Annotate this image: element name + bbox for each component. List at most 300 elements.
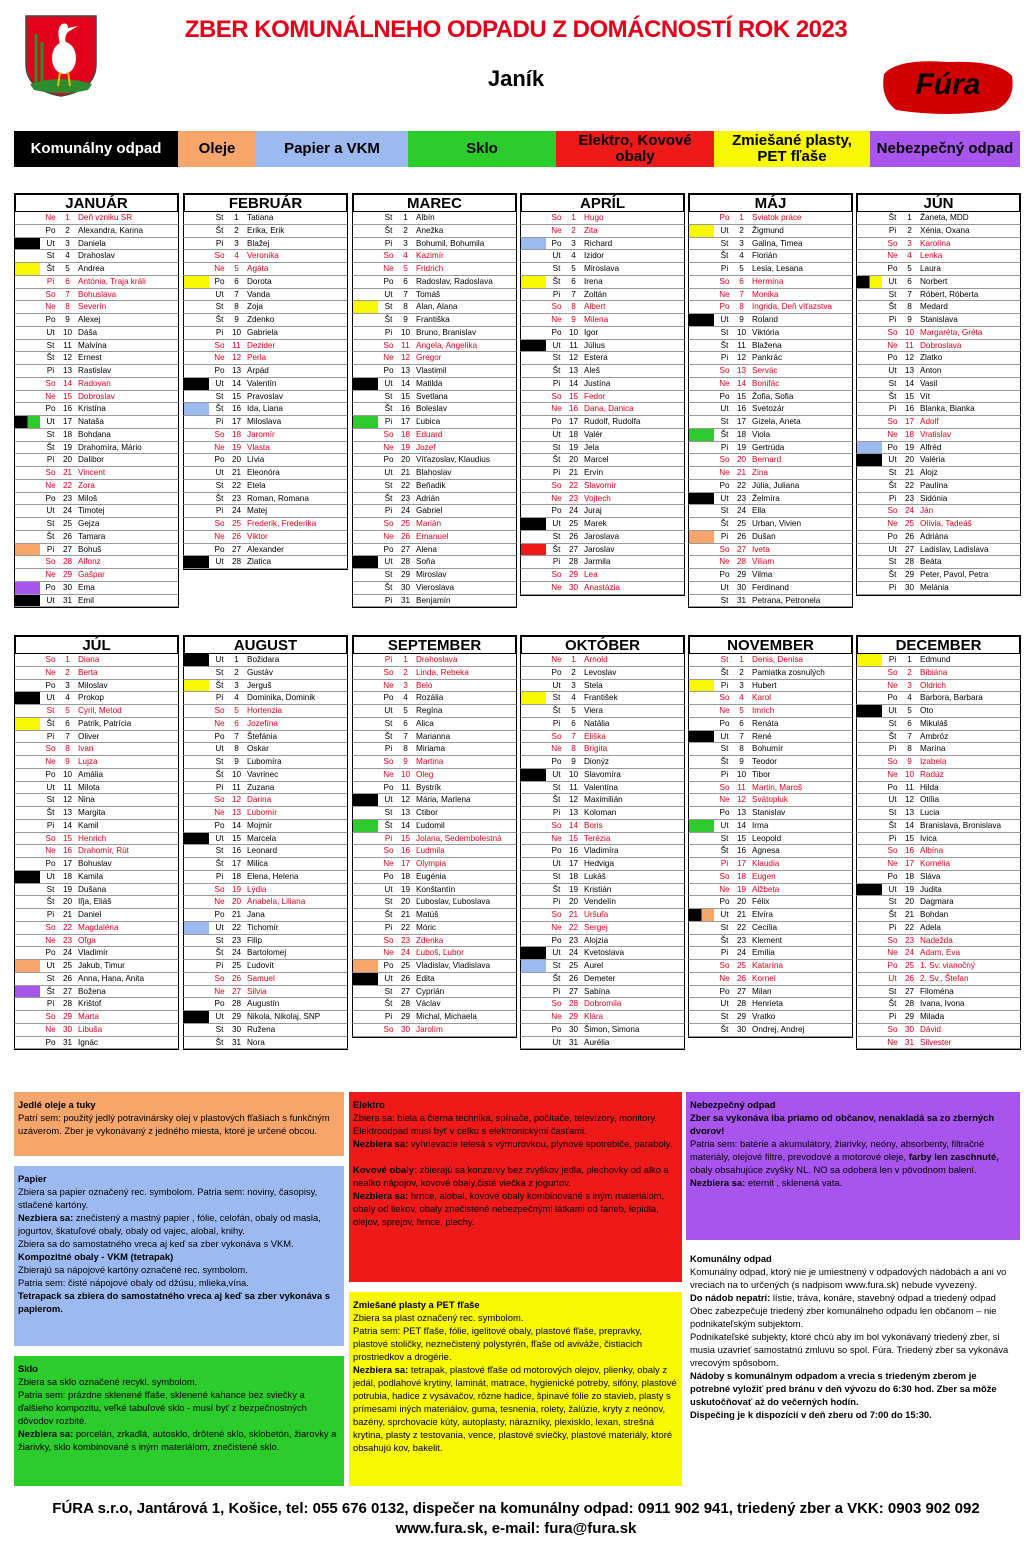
weekday: Ne — [551, 744, 562, 754]
day-number: 15 — [904, 391, 915, 401]
day-number: 7 — [907, 731, 912, 741]
collection-marker — [184, 518, 209, 530]
day-number: 1 — [907, 655, 912, 664]
name-day: Ľubomír — [247, 808, 278, 817]
day-number: 1 — [403, 213, 408, 222]
collection-marker — [353, 505, 378, 517]
day-row — [856, 582, 1021, 595]
collection-marker — [857, 922, 882, 934]
collection-marker — [184, 947, 209, 959]
info-elektro: Elektro Zbiera sa: biela a čierna technika, spínače, počítače, televízory, monitory. Elektroodpad musí byť v celku s elektronickými časťami. Nezbiera sa: vyhrievacie telesá s výmurovkou, plynové spotrebiče, paraboly. Kovové obaly: zbierajú sa konzervy bez zvyškov jedla, plechovky od alko a nealko nápojov, kovové obaly,čisté viečka z jogurtov. Nezbiera sa: hrnce, alobal, kovové obaly kombinované s iným materiálom, obaly od liekov, obaly znečistené nebezpečnými látkami od farieb, lepidla, olejov, sprejov, hrnce, plechy. — [349, 1092, 682, 1282]
day-number: 23 — [736, 493, 747, 503]
day-row — [856, 654, 1021, 667]
day-row — [520, 225, 685, 238]
day-row — [688, 807, 853, 820]
weekday: So — [214, 884, 225, 894]
day-number: 30 — [568, 1024, 579, 1034]
day-number: 10 — [568, 769, 579, 779]
day-number: 21 — [904, 910, 915, 919]
day-number: 27 — [736, 544, 747, 554]
collection-marker — [857, 820, 882, 832]
day-row — [856, 276, 1021, 289]
name-day: Blažena — [752, 340, 782, 350]
day-row — [183, 1011, 348, 1024]
day-row — [688, 756, 853, 769]
collection-marker — [15, 595, 40, 607]
name-day: Vladislav, Vladislava — [416, 961, 491, 970]
name-day: Bruno, Branislav — [416, 327, 477, 337]
name-day: Blanka, Bianka — [920, 404, 975, 414]
weekday: St — [215, 480, 224, 490]
name-day: Hilda — [920, 782, 939, 792]
weekday: Po — [887, 264, 898, 273]
collection-marker — [689, 858, 714, 870]
day-row — [183, 922, 348, 935]
name-day: Margaréta, Gréta — [920, 327, 983, 337]
day-number: 28 — [736, 999, 747, 1009]
month-name: JANUÁR — [14, 193, 179, 212]
day-number: 8 — [65, 744, 70, 754]
weekday: Št — [888, 570, 897, 579]
weekday: Ne — [551, 655, 562, 664]
weekday: Po — [45, 225, 56, 235]
collection-marker — [857, 250, 882, 262]
weekday: Št — [888, 391, 897, 401]
day-number: 11 — [905, 340, 914, 350]
day-row — [856, 365, 1021, 378]
name-day: Nataša — [78, 417, 104, 426]
day-number: 24 — [904, 506, 915, 516]
collection-marker — [184, 922, 209, 934]
day-number: 18 — [400, 429, 411, 439]
name-day: Zina — [752, 468, 768, 477]
collection-marker — [353, 705, 378, 717]
weekday: Ut — [215, 557, 224, 567]
info-oleje: Jedlé oleje a tuky Patrí sem: použitý jedlý potravinársky olej v plastových fľašiach s funkčným uzáverom. Zber je vykonávaný z jedného miesta, ktoré je určené obcou. — [14, 1092, 344, 1156]
day-number: 13 — [62, 808, 73, 817]
weekday: Št — [384, 999, 393, 1009]
day-number: 21 — [568, 910, 579, 919]
name-day: Dobromila — [584, 999, 622, 1009]
name-day: Koloman — [584, 808, 617, 817]
weekday: Št — [888, 302, 897, 312]
month-apríl — [520, 193, 685, 596]
day-number: 24 — [62, 948, 73, 958]
day-number: 28 — [400, 999, 411, 1009]
collection-marker — [184, 782, 209, 794]
name-day: Ladislav, Ladislava — [920, 544, 989, 554]
weekday: Ut — [888, 455, 897, 465]
day-number: 6 — [403, 718, 408, 728]
name-day: Michal, Michaela — [416, 1012, 477, 1021]
name-day: Pravoslav — [247, 391, 283, 401]
day-number: 11 — [401, 782, 410, 792]
name-day: Boleslav — [416, 404, 447, 414]
weekday: Pi — [215, 506, 224, 516]
day-number: 19 — [736, 442, 747, 452]
name-day: Zlatica — [247, 557, 272, 567]
day-row — [14, 858, 179, 871]
name-day: Bonifác — [752, 378, 780, 388]
day-number: 4 — [571, 693, 576, 703]
weekday: St — [720, 833, 729, 843]
day-number: 22 — [231, 480, 242, 490]
name-day: Oliver — [78, 731, 100, 741]
weekday: St — [552, 782, 561, 792]
collection-marker — [15, 947, 40, 959]
day-number: 10 — [400, 769, 411, 779]
day-number: 10 — [736, 327, 747, 337]
day-row — [856, 263, 1021, 276]
collection-marker — [15, 654, 40, 666]
day-row — [688, 858, 853, 871]
name-day: Malvína — [78, 340, 107, 350]
weekday: Št — [46, 897, 55, 907]
weekday: So — [719, 455, 730, 465]
day-number: 14 — [568, 378, 579, 388]
weekday: Po — [887, 693, 898, 703]
day-number: 27 — [736, 986, 747, 996]
weekday: Ut — [552, 429, 561, 439]
name-day: Medard — [920, 302, 948, 312]
day-number: 5 — [65, 706, 70, 715]
name-day: Marianna — [416, 731, 451, 741]
day-number: 14 — [400, 820, 411, 830]
name-day: Ján — [920, 506, 934, 516]
collection-marker — [857, 582, 882, 594]
collection-marker — [353, 289, 378, 301]
day-number: 12 — [904, 795, 915, 805]
weekday: Po — [719, 302, 730, 312]
collection-marker — [353, 225, 378, 237]
collection-marker — [521, 935, 546, 947]
name-day: Kristián — [584, 884, 612, 894]
day-row — [352, 731, 517, 744]
weekday: Pi — [215, 417, 224, 426]
collection-marker — [353, 743, 378, 755]
day-number: 24 — [568, 948, 579, 958]
day-number: 22 — [736, 922, 747, 932]
collection-marker — [521, 505, 546, 517]
collection-marker — [184, 743, 209, 755]
name-day: Ctibor — [416, 808, 438, 817]
collection-marker — [15, 505, 40, 517]
day-row — [183, 518, 348, 531]
name-day: Ľudomil — [416, 820, 445, 830]
day-row — [520, 480, 685, 493]
day-number: 29 — [736, 1012, 747, 1021]
day-number: 30 — [400, 582, 411, 592]
name-day: Ondrej, Andrej — [752, 1024, 805, 1034]
name-day: Cyprián — [416, 986, 445, 996]
day-row — [352, 480, 517, 493]
day-row — [183, 692, 348, 705]
day-row — [856, 998, 1021, 1011]
day-number: 17 — [231, 417, 242, 426]
day-number: 28 — [231, 557, 242, 567]
name-day: Júlia, Juliana — [752, 480, 800, 490]
month-name: MAREC — [352, 193, 517, 212]
day-number: 20 — [736, 897, 747, 907]
day-number: 3 — [65, 680, 70, 690]
day-row — [520, 794, 685, 807]
name-day: Ervín — [584, 468, 604, 477]
name-day: Kristína — [78, 404, 106, 414]
day-number: 12 — [62, 353, 73, 363]
weekday: Po — [214, 910, 225, 919]
weekday: St — [720, 1012, 729, 1021]
weekday: Ut — [552, 1037, 561, 1047]
day-number: 12 — [568, 795, 579, 805]
weekday: St — [215, 391, 224, 401]
day-number: 18 — [231, 429, 242, 439]
collection-marker — [15, 692, 40, 704]
name-day: Gabriela — [247, 327, 278, 337]
name-day: Milan — [752, 986, 772, 996]
day-number: 27 — [568, 986, 579, 996]
name-day: Bohuslava — [78, 289, 117, 299]
weekday: So — [719, 871, 730, 881]
name-day: Jakub, Timur — [78, 961, 125, 970]
name-day: Alica — [416, 718, 434, 728]
day-row — [352, 569, 517, 582]
collection-marker — [689, 238, 714, 250]
name-day: Linda, Rebeka — [416, 667, 469, 677]
day-number: 5 — [403, 706, 408, 715]
collection-marker — [353, 467, 378, 479]
day-row — [856, 947, 1021, 960]
collection-marker — [689, 705, 714, 717]
collection-marker — [689, 263, 714, 275]
day-number: 22 — [568, 922, 579, 932]
day-number: 19 — [231, 884, 242, 894]
weekday: Po — [719, 480, 730, 490]
day-row — [520, 263, 685, 276]
day-number: 2 — [739, 667, 744, 677]
collection-marker — [689, 718, 714, 730]
day-number: 22 — [400, 922, 411, 932]
day-row — [520, 314, 685, 327]
collection-marker — [15, 1011, 40, 1023]
day-number: 13 — [400, 366, 411, 375]
day-number: 30 — [568, 582, 579, 592]
weekday: Št — [384, 225, 393, 235]
name-day: Soňa — [416, 557, 436, 567]
collection-marker — [184, 1024, 209, 1036]
name-day: Drahoslav — [78, 251, 115, 261]
day-number: 14 — [231, 378, 242, 388]
day-row — [856, 429, 1021, 442]
day-row — [688, 705, 853, 718]
name-day: Mikuláš — [920, 718, 948, 728]
day-number: 4 — [739, 251, 744, 261]
day-number: 6 — [403, 276, 408, 286]
day-number: 8 — [234, 302, 239, 312]
weekday: Po — [45, 582, 56, 592]
weekday: Pi — [215, 961, 224, 970]
day-row — [520, 896, 685, 909]
day-row — [352, 922, 517, 935]
name-day: Bibiána — [920, 667, 948, 677]
day-row — [14, 820, 179, 833]
weekday: Št — [552, 795, 561, 805]
name-day: Viola — [752, 429, 771, 439]
weekday: Št — [720, 251, 729, 261]
name-day: Emanuel — [416, 531, 449, 541]
day-number: 24 — [904, 948, 915, 958]
collection-marker — [689, 582, 714, 594]
collection-marker — [521, 544, 546, 556]
name-day: Blahoslav — [416, 468, 452, 477]
weekday: Pi — [384, 744, 393, 754]
name-day: Miroslav — [416, 570, 447, 579]
collection-marker — [353, 731, 378, 743]
collection-marker — [689, 340, 714, 352]
name-day: Milada — [920, 1012, 945, 1021]
legend-plasty: Zmiešané plasty, PET fľaše — [714, 131, 870, 167]
collection-marker — [353, 378, 378, 390]
day-number: 25 — [400, 961, 411, 970]
day-number: 17 — [736, 417, 747, 426]
name-day: Milica — [247, 859, 268, 868]
info-komunalny: Komunálny odpad Komunálny odpad, ktorý nie je umiestnený v odpadových nádobách a ani vo vreciach na to určených (s nadpisom www.fura.sk) nebude vyvezený. Do nádob nepatrí: lístie, tráva, konáre, stavebný odpad a triedený odpad Obec zabezpečuje triedený zber komunálneho odpadu len občanom – nie podnikateľským subjektom. Podnikateľské subjekty, ktoré chcú aby im bol vykonávaný triedený zber, si musia uzavrieť samostatnú zmluvu so spol. Fúra. Triedený zber sa vykonáva vrecovým spôsobom. Nádoby s komunálnym odpadom a vrecia s triedeným zberom je potrebné vyložiť pred bránu v deň vývozu do 6:30 hod. Zber sa môže uskutočňovať až do večerných hodín. Dispečing je k dispozícií v deň zberu od 7:00 do 15:30. — [686, 1246, 1020, 1486]
collection-marker — [184, 1011, 209, 1023]
day-row — [352, 935, 517, 948]
day-row — [856, 692, 1021, 705]
collection-marker — [857, 569, 882, 581]
name-day: Matúš — [416, 910, 439, 919]
weekday: So — [45, 922, 56, 932]
weekday: Po — [887, 531, 898, 541]
name-day: Bystrík — [416, 782, 442, 792]
weekday: So — [551, 391, 562, 401]
weekday: St — [46, 429, 55, 439]
day-row — [856, 743, 1021, 756]
day-number: 5 — [739, 264, 744, 273]
name-day: Radúz — [920, 769, 944, 779]
day-row — [14, 403, 179, 416]
day-number: 8 — [403, 302, 408, 312]
day-number: 12 — [904, 353, 915, 363]
day-number: 8 — [403, 744, 408, 754]
collection-marker — [689, 429, 714, 441]
name-day: Deň vzniku SR — [78, 213, 133, 222]
day-row — [688, 960, 853, 973]
name-day: Radoslav, Radoslava — [416, 276, 493, 286]
day-number: 7 — [907, 289, 912, 299]
collection-marker — [184, 960, 209, 972]
day-number: 1 — [571, 213, 576, 222]
collection-marker — [15, 769, 40, 781]
day-row — [688, 250, 853, 263]
collection-marker — [15, 493, 40, 505]
name-day: Gertrúda — [752, 442, 785, 452]
collection-marker — [689, 731, 714, 743]
collection-marker — [184, 986, 209, 998]
collection-marker — [857, 960, 882, 972]
day-row — [520, 289, 685, 302]
weekday: Pi — [720, 680, 729, 690]
name-day: Nikola, Nikolaj, SNP — [247, 1012, 321, 1021]
day-row — [520, 378, 685, 391]
collection-marker — [353, 480, 378, 492]
name-day: Alexander — [247, 544, 284, 554]
name-day: Anežka — [416, 225, 444, 235]
day-row — [352, 378, 517, 391]
name-day: Dáša — [78, 327, 98, 337]
day-number: 16 — [736, 846, 747, 856]
weekday: Po — [45, 493, 56, 503]
collection-marker — [15, 378, 40, 390]
day-row — [183, 756, 348, 769]
name-day: Eugénia — [416, 871, 447, 881]
collection-marker — [689, 531, 714, 543]
day-row — [688, 820, 853, 833]
name-day: Adela — [920, 922, 941, 932]
weekday: Št — [46, 442, 55, 452]
collection-marker — [353, 680, 378, 692]
day-row — [856, 480, 1021, 493]
day-row — [352, 327, 517, 340]
day-row — [856, 896, 1021, 909]
day-number: 20 — [568, 897, 579, 907]
weekday: Ut — [46, 238, 55, 248]
day-number: 16 — [400, 404, 411, 414]
day-number: 2 — [65, 225, 70, 235]
day-row — [520, 973, 685, 986]
day-row — [14, 769, 179, 782]
day-row — [183, 960, 348, 973]
name-day: Barbora, Barbara — [920, 693, 983, 703]
day-number: 16 — [231, 846, 242, 856]
day-row — [352, 858, 517, 871]
name-day: Martin, Maroš — [752, 782, 803, 792]
day-number: 16 — [736, 404, 747, 414]
name-day: Florián — [752, 251, 778, 261]
weekday: Po — [45, 680, 56, 690]
day-row — [688, 442, 853, 455]
collection-marker — [689, 667, 714, 679]
collection-marker — [15, 756, 40, 768]
day-row — [14, 833, 179, 846]
name-day: Marcel — [584, 455, 609, 465]
name-day: Olívia, Tadeáš — [920, 519, 972, 528]
weekday: Po — [551, 417, 562, 426]
day-number: 16 — [400, 846, 411, 856]
day-number: 5 — [571, 264, 576, 273]
weekday: Št — [720, 519, 729, 528]
weekday: Št — [384, 731, 393, 741]
day-row — [520, 352, 685, 365]
collection-marker — [521, 429, 546, 441]
name-day: Demeter — [584, 973, 616, 983]
day-number: 3 — [403, 680, 408, 690]
collection-marker — [15, 582, 40, 594]
name-day: Vanda — [247, 289, 271, 299]
collection-marker — [521, 884, 546, 896]
collection-marker — [857, 429, 882, 441]
weekday: Po — [551, 757, 562, 766]
collection-marker — [15, 238, 40, 250]
day-number: 26 — [736, 973, 747, 983]
collection-marker — [15, 909, 40, 921]
weekday: Pi — [720, 948, 729, 958]
name-day: Svetozár — [752, 404, 785, 414]
day-row — [688, 212, 853, 225]
name-day: Ľudovít — [247, 961, 274, 970]
day-number: 16 — [904, 846, 915, 856]
day-number: 12 — [736, 795, 747, 805]
